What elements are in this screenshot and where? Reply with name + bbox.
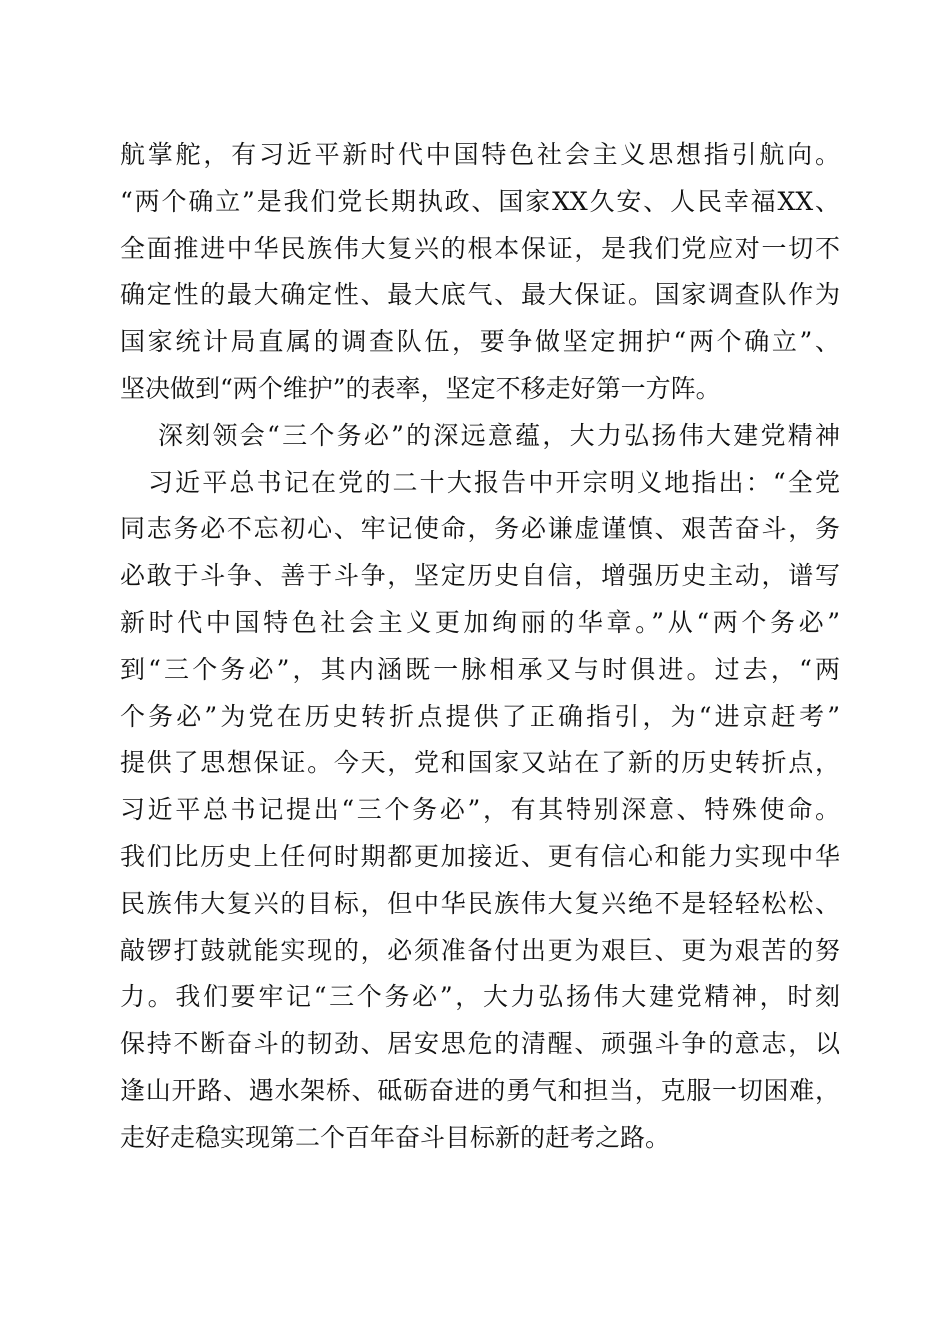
text-line: 同志务必不忘初心、牢记使命，务必谦虚谨慎、艰苦奋斗，务 (120, 514, 840, 544)
text-line: 逢山开路、遇水架桥、砥砺奋进的勇气和担当，克服一切困难， (120, 1075, 840, 1105)
text-line: 敲锣打鼓就能实现的，必须准备付出更为艰巨、更为艰苦的努 (120, 935, 840, 965)
text-line: 坚决做到“两个维护”的表率，坚定不移走好第一方阵。 (120, 373, 721, 403)
text-line: 力。我们要牢记“三个务必”，大力弘扬伟大建党精神，时刻 (120, 982, 840, 1012)
text-line: 民族伟大复兴的目标，但中华民族伟大复兴绝不是轻轻松松、 (120, 888, 840, 918)
text-line: 必敢于斗争、善于斗争，坚定历史自信，增强历史主动，谱写 (120, 561, 840, 591)
text-line: 国家统计局直属的调查队伍，要争做坚定拥护“两个确立”、 (120, 327, 840, 357)
text-line: 到“三个务必”，其内涵既一脉相承又与时俱进。过去，“两 (120, 654, 840, 684)
text-line: 走好走稳实现第二个百年奋斗目标新的赶考之路。 (120, 1122, 671, 1152)
text-line: 个务必”为党在历史转折点提供了正确指引，为“进京赶考” (120, 701, 840, 731)
text-line: 我们比历史上任何时期都更加接近、更有信心和能力实现中华 (120, 841, 840, 871)
document-body (120, 132, 840, 1162)
paragraph (120, 460, 840, 1162)
text-line: 全面推进中华民族伟大复兴的根本保证，是我们党应对一切不 (120, 233, 840, 263)
text-line: 提供了思想保证。今天，党和国家又站在了新的历史转折点， (120, 748, 840, 778)
text-line: 航掌舵，有习近平新时代中国特色社会主义思想指引航向。 (120, 140, 840, 169)
text-line: 新时代中国特色社会主义更加绚丽的华章。”从“两个务必” (120, 607, 840, 637)
text-line: 确定性的最大确定性、最大底气、最大保证。国家调查队作为 (120, 280, 840, 310)
text-line: 保持不断奋斗的韧劲、居安思危的清醒、顽强斗争的意志，以 (120, 1029, 840, 1059)
text-line: 习近平总书记提出“三个务必”，有其特别深意、特殊使命。 (120, 795, 840, 825)
section-heading: 深刻领会“三个务必”的深远意蕴，大力弘扬伟大建党精神 (158, 420, 840, 450)
paragraph (120, 132, 840, 413)
text-line: “两个确立”是我们党长期执政、国家XX久安、人民幸福XX、 (120, 186, 840, 216)
text-line: 习近平总书记在党的二十大报告中开宗明义地指出：“全党 (148, 467, 840, 497)
